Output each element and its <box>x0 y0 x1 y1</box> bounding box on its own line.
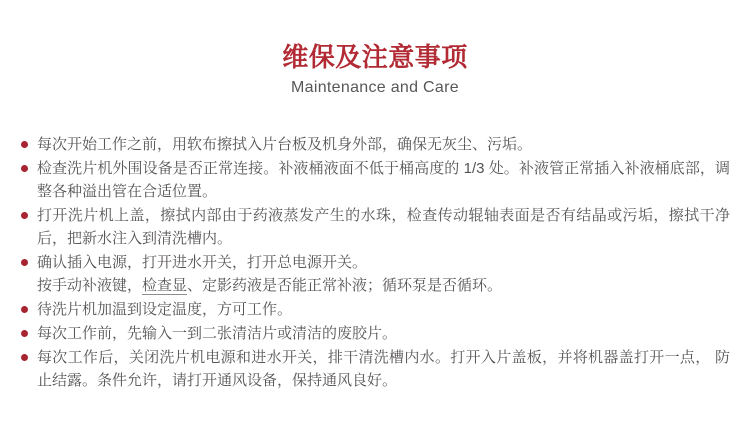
maintenance-list <box>0 133 750 392</box>
bullet-icon <box>21 354 28 361</box>
list-item <box>21 157 730 203</box>
bullet-icon <box>21 165 28 172</box>
list-item-text: 每次工作前，先输入一到二张清洁片或清洁的废胶片。 <box>37 325 398 342</box>
bullet-icon <box>21 306 28 313</box>
list-item-text: 待洗片机加温到设定温度，方可工作。 <box>37 301 293 318</box>
list-item <box>21 133 730 156</box>
page-header <box>0 0 750 96</box>
list-item-text: 每次工作后，关闭洗片机电源和进水开关，排干清洗槽内水。打开入片盖板，并将机器盖打开一点， 防止结露。条件允许，请打开通风设备，保持通风良好。 <box>37 349 730 389</box>
list-item <box>21 346 730 392</box>
list-item-text: 打开洗片机上盖，擦拭内部由于药液蒸发产生的水珠，检查传动辊轴表面是否有结晶或污垢，擦拭干净后，把新水注入到清洗槽内。 <box>37 207 730 247</box>
bullet-icon <box>21 212 28 219</box>
bullet-icon <box>21 330 28 337</box>
underlined-text: 检查显 <box>142 277 188 294</box>
list-item <box>21 322 730 345</box>
list-item <box>21 204 730 250</box>
list-item <box>21 298 730 321</box>
bullet-icon <box>21 259 28 266</box>
list-item-text: 确认插入电源，打开进水开关，打开总电源开关。 <box>37 254 368 271</box>
list-item-text: 每次开始工作之前，用软布擦拭入片台板及机身外部，确保无灰尘、污垢。 <box>37 136 533 153</box>
page-subtitle: Maintenance and Care <box>291 79 459 96</box>
page-title: 维保及注意事项 <box>282 42 468 72</box>
list-item <box>21 251 730 297</box>
list-item-text: 按手动补液键，检查显、定影药液是否能正常补液；循环泵是否循环。 <box>37 277 503 294</box>
list-item-text: 检查洗片机外围设备是否正常连接。补液桶液面不低于桶高度的 1/3 处。补液管正常插入补液桶底部，调整各种溢出管在合适位置。 <box>37 160 730 200</box>
bullet-icon <box>21 141 28 148</box>
